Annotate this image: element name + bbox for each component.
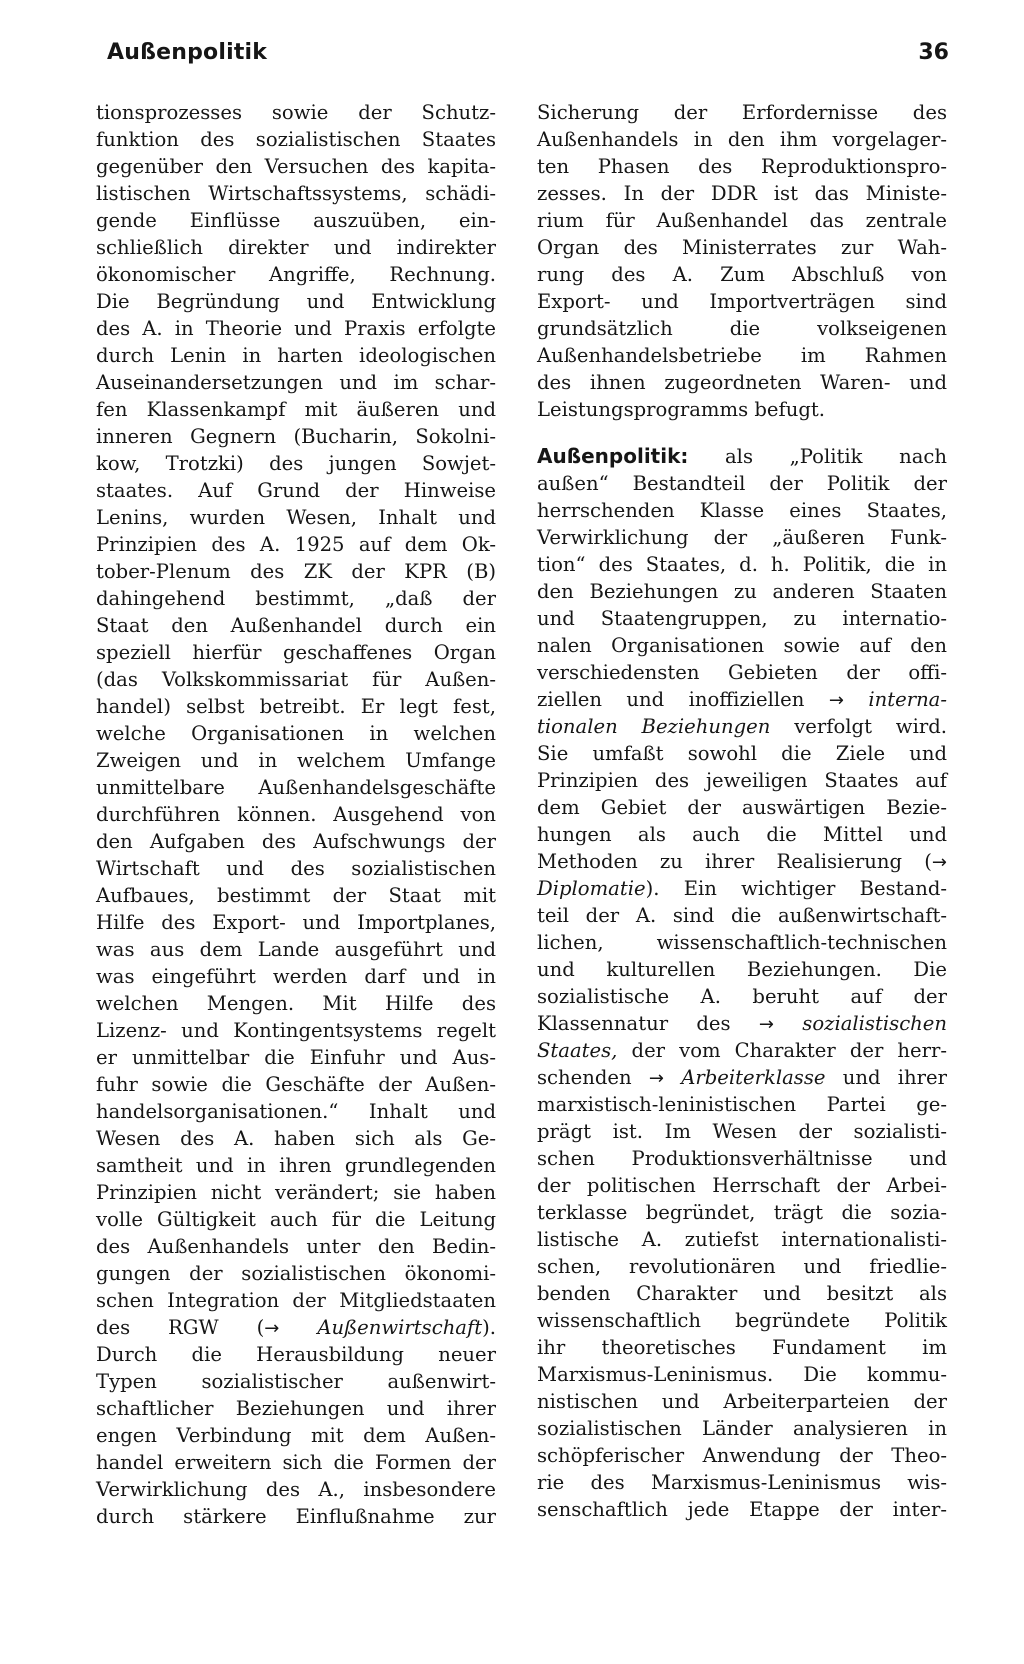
text-line: und Staatengruppen, zu internatio- <box>537 607 947 630</box>
text-line: hungen als auch die Mittel und <box>537 823 947 846</box>
text-line: Durch die Herausbildung neuer <box>96 1343 496 1366</box>
text-line: Auseinandersetzungen und im schar- <box>96 371 496 394</box>
text-line: benden Charakter und besitzt als <box>537 1282 947 1305</box>
text-line-with-xref <box>537 1037 947 1064</box>
text-line: schen Produktionsverhältnisse und <box>537 1147 947 1170</box>
text-line: kow, Trotzki) des jungen Sowjet- <box>96 452 496 475</box>
page-number: 36 <box>918 40 949 65</box>
text-line: funktion des sozialistischen Staates <box>96 128 496 151</box>
text-line: teil der A. sind die außenwirtschaft- <box>537 904 947 927</box>
text-line: der politischen Herrschaft der Arbei- <box>537 1174 947 1197</box>
entry-headword: Außenpolitik: <box>537 444 689 468</box>
xref-link[interactable]: Außenwirtschaft <box>317 1316 483 1339</box>
text-line: Hilfe des Export- und Importplanes, <box>96 911 496 934</box>
text-line: schen Integration der Mitgliedstaaten <box>96 1289 496 1312</box>
text-line: er unmittelbar die Einfuhr und Aus- <box>96 1046 496 1069</box>
text-line: gegenüber den Versuchen des kapita- <box>96 155 496 178</box>
text-line: handelsorganisationen.“ Inhalt und <box>96 1100 496 1123</box>
text-line: tionsprozesses sowie der Schutz- <box>96 101 496 124</box>
text-line: Sicherung der Erfordernisse des <box>537 101 947 124</box>
arrow-icon: → <box>264 1318 280 1339</box>
text-line: nistischen und Arbeiterparteien der <box>537 1390 947 1413</box>
text-line: gende Einflüsse auszuüben, ein- <box>96 209 496 232</box>
text-line: welche Organisationen in welchen <box>96 722 496 745</box>
text-line: ökonomischer Angriffe, Rechnung. <box>96 263 496 286</box>
text-fragment: schenden <box>537 1066 649 1089</box>
text-fragment: Klassennatur des <box>537 1012 759 1035</box>
text-line: Außenhandels in den ihm vorgelager- <box>537 128 947 151</box>
text-line: sozialistische A. beruht auf der <box>537 985 947 1008</box>
text-line: rung des A. Zum Abschluß von <box>537 263 947 286</box>
text-line: speziell hierfür geschaffenes Organ <box>96 641 496 664</box>
text-line: nalen Organisationen sowie auf den <box>537 634 947 657</box>
text-line: und kulturellen Beziehungen. Die <box>537 958 947 981</box>
text-line: Aufbaues, bestimmt der Staat mit <box>96 884 496 907</box>
text-line: schaftlicher Beziehungen und ihrer <box>96 1397 496 1420</box>
text-line: Wirtschaft und des sozialistischen <box>96 857 496 880</box>
text-line-with-xref <box>537 686 947 713</box>
text-line: gungen der sozialistischen ökonomi- <box>96 1262 496 1285</box>
text-line: Die Begründung und Entwicklung <box>96 290 496 313</box>
xref-link[interactable]: Staates, <box>537 1039 618 1062</box>
text-fragment: Methoden zu ihrer Realisierung ( <box>537 850 932 873</box>
text-line: tober-Plenum des ZK der KPR (B) <box>96 560 496 583</box>
right-column <box>537 99 947 1523</box>
entry-separator <box>537 423 947 443</box>
text-line: senschaftlich jede Etappe der inter- <box>537 1498 947 1521</box>
text-line: staates. Auf Grund der Hinweise <box>96 479 496 502</box>
text-line: wissenschaftlich begründete Politik <box>537 1309 947 1332</box>
text-fragment: als „Politik nach <box>688 445 947 468</box>
text-line: engen Verbindung mit dem Außen- <box>96 1424 496 1447</box>
text-line: inneren Gegnern (Bucharin, Sokolni- <box>96 425 496 448</box>
text-line: durch Lenin in harten ideologischen <box>96 344 496 367</box>
text-line: grundsätzlich die volkseigenen <box>537 317 947 340</box>
text-fragment: des RGW ( <box>96 1316 265 1339</box>
text-line: handel) selbst betreibt. Er legt fest, <box>96 695 496 718</box>
text-line: dem Gebiet der auswärtigen Bezie- <box>537 796 947 819</box>
text-line: außen“ Bestandteil der Politik der <box>537 472 947 495</box>
xref-link[interactable]: Diplomatie <box>537 877 646 900</box>
text-line: des Außenhandels unter den Bedin- <box>96 1235 496 1258</box>
text-line: Organ des Ministerrates zur Wah- <box>537 236 947 259</box>
text-line: schöpferischer Anwendung der Theo- <box>537 1444 947 1467</box>
text-line-with-xref <box>537 1064 947 1091</box>
text-line: Außenhandelsbetriebe im Rahmen <box>537 344 947 367</box>
text-fragment: ). Ein wichtiger Bestand- <box>645 877 947 900</box>
text-line-with-xref <box>537 1010 947 1037</box>
text-line: was aus dem Lande ausgeführt und <box>96 938 496 961</box>
text-line: durch stärkere Einflußnahme zur <box>96 1505 496 1528</box>
text-fragment: ziellen und inoffiziellen <box>537 688 829 711</box>
text-line: listische A. zutiefst internationalisti- <box>537 1228 947 1251</box>
running-head: Außenpolitik <box>107 40 268 65</box>
text-line: des A. in Theorie und Praxis erfolgte <box>96 317 496 340</box>
text-line: Lenins, wurden Wesen, Inhalt und <box>96 506 496 529</box>
text-line: Prinzipien des A. 1925 auf dem Ok- <box>96 533 496 556</box>
text-line: schließlich direkter und indirekter <box>96 236 496 259</box>
text-line: tion“ des Staates, d. h. Politik, die in <box>537 553 947 576</box>
text-line: handel erweitern sich die Formen der <box>96 1451 496 1474</box>
text-line: Prinzipien des jeweiligen Staates auf <box>537 769 947 792</box>
arrow-icon: → <box>758 1014 774 1035</box>
text-line: Verwirklichung der „äußeren Funk- <box>537 526 947 549</box>
xref-link[interactable]: tionalen Beziehungen <box>537 715 771 738</box>
text-line: was eingeführt werden darf und in <box>96 965 496 988</box>
text-fragment: verfolgt wird. <box>770 715 947 738</box>
text-line: den Beziehungen zu anderen Staaten <box>537 580 947 603</box>
text-line-with-xref <box>537 848 947 875</box>
text-fragment: der vom Charakter der herr- <box>617 1039 947 1062</box>
text-line: Prinzipien nicht verändert; sie haben <box>96 1181 496 1204</box>
text-line: welchen Mengen. Mit Hilfe des <box>96 992 496 1015</box>
text-line: Leistungsprogramms befugt. <box>537 398 826 421</box>
entry-heading-line <box>537 443 947 470</box>
text-line: Verwirklichung des A., insbesondere <box>96 1478 496 1501</box>
text-line: unmittelbare Außenhandelsgeschäfte <box>96 776 496 799</box>
text-line: schen, revolutionären und friedlie- <box>537 1255 947 1278</box>
text-line: prägt ist. Im Wesen der sozialisti- <box>537 1120 947 1143</box>
text-line: samtheit und in ihren grundlegenden <box>96 1154 496 1177</box>
text-line: des ihnen zugeordneten Waren- und <box>537 371 947 394</box>
text-line: Export- und Importverträgen sind <box>537 290 947 313</box>
xref-link[interactable]: Arbeiterklasse <box>681 1066 826 1089</box>
text-line: verschiedensten Gebieten der offi- <box>537 661 947 684</box>
arrow-icon: → <box>648 1068 664 1089</box>
xref-link[interactable]: sozialistischen <box>802 1012 947 1035</box>
text-line: (das Volkskommissariat für Außen- <box>96 668 496 691</box>
text-line: durchführen können. Ausgehend von <box>96 803 496 826</box>
text-line: Marxismus-Leninismus. Die kommu- <box>537 1363 947 1386</box>
text-line-with-xref <box>96 1314 496 1341</box>
text-line: herrschenden Klasse eines Staates, <box>537 499 947 522</box>
arrow-icon: → <box>828 690 844 711</box>
text-line: sozialistischen Länder analysieren in <box>537 1417 947 1440</box>
text-line: rium für Außenhandel das zentrale <box>537 209 947 232</box>
text-fragment: und ihrer <box>825 1066 947 1089</box>
text-line: terklasse begründet, trägt die sozia- <box>537 1201 947 1224</box>
text-line-with-xref <box>537 713 947 740</box>
text-line: lichen, wissenschaftlich-technischen <box>537 931 947 954</box>
text-line-with-xref <box>537 875 947 902</box>
text-fragment: ). <box>482 1316 496 1339</box>
xref-link[interactable]: interna- <box>868 688 947 711</box>
text-line: volle Gültigkeit auch für die Leitung <box>96 1208 496 1231</box>
text-line: Typen sozialistischer außenwirt- <box>96 1370 496 1393</box>
text-line: Staat den Außenhandel durch ein <box>96 614 496 637</box>
text-line: den Aufgaben des Aufschwungs der <box>96 830 496 853</box>
arrow-icon: → <box>931 852 947 873</box>
text-line: dahingehend bestimmt, „daß der <box>96 587 496 610</box>
text-line: ihr theoretisches Fundament im <box>537 1336 947 1359</box>
text-line: zesses. In der DDR ist das Ministe- <box>537 182 947 205</box>
text-line: rie des Marxismus-Leninismus wis- <box>537 1471 947 1494</box>
text-line: Lizenz- und Kontingentsystems regelt <box>96 1019 496 1042</box>
text-line: Zweigen und in welchem Umfange <box>96 749 496 772</box>
text-line: Wesen des A. haben sich als Ge- <box>96 1127 496 1150</box>
text-line: ten Phasen des Reproduktionspro- <box>537 155 947 178</box>
text-line: fuhr sowie die Geschäfte der Außen- <box>96 1073 496 1096</box>
text-line: listischen Wirtschaftssystems, schädi- <box>96 182 496 205</box>
text-line: fen Klassenkampf mit äußeren und <box>96 398 496 421</box>
text-line: marxistisch-leninistischen Partei ge- <box>537 1093 947 1116</box>
text-line: Sie umfaßt sowohl die Ziele und <box>537 742 947 765</box>
left-column <box>96 99 496 1530</box>
